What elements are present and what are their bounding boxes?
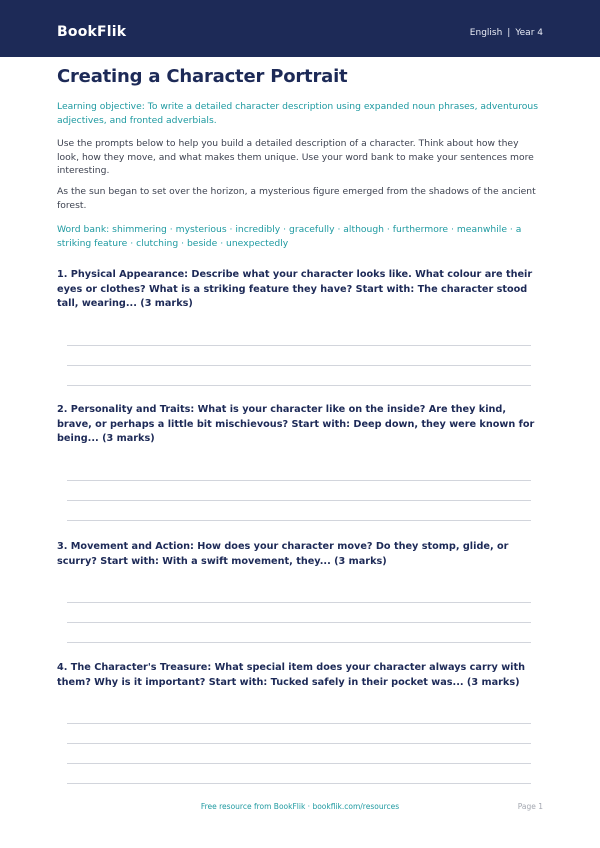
answer-line[interactable] [67,500,531,501]
question-2: 2. Personality and Traits: What is your character like on the inside? Are they kind, brave, or perhaps a little bit mischievous? Start with: Deep down, they were known for being... (3 marks) [57,404,535,444]
answer-line[interactable] [67,763,531,764]
word-bank: Word bank: shimmering · mysterious · incredibly · gracefully · although · furthermore · meanwhile · a striking feature · clutching · beside · unexpectedly [57,224,522,249]
year-label: Year 4 [515,28,543,38]
header-separator: | [507,28,511,38]
page-title: Creating a Character Portrait [57,66,348,87]
answer-line[interactable] [67,602,531,603]
answer-line[interactable] [67,783,531,784]
answer-line[interactable] [67,385,531,386]
answer-line[interactable] [67,642,531,643]
answer-line[interactable] [67,480,531,481]
answer-line[interactable] [67,365,531,366]
answer-line[interactable] [67,723,531,724]
answer-line[interactable] [67,520,531,521]
page-header [0,0,600,57]
learning-objective: Learning objective: To write a detailed character description using expanded noun phrases, adventurous adjectives, and fronted adverbials. [57,101,539,126]
story-opener: As the sun began to set over the horizon, a mysterious figure emerged from the shadows of the ancient forest. [57,186,536,211]
page-number: Page 1 [517,802,543,811]
answer-line[interactable] [67,743,531,744]
answer-line[interactable] [67,345,531,346]
instructions-text: Use the prompts below to help you build a detailed description of a character. Think about how they look, how they move, and what makes them unique. Use your word bank to make your sentences more interesting. [57,138,534,176]
subject-label: English [469,28,503,38]
answer-line[interactable] [67,622,531,623]
subject-year-label [470,28,543,38]
question-1: 1. Physical Appearance: Describe what your character looks like. What colour are their eyes or clothes? What is a striking feature they have? Start with: The character stood tall, wearing... (3 marks) [57,269,533,309]
question-3: 3. Movement and Action: How does your character move? Do they stomp, glide, or scurry? Start with: With a swift movement, they... (3 marks) [57,541,509,567]
footer-credit: Free resource from BookFlik · bookflik.com/resources [200,802,400,811]
question-4: 4. The Character's Treasure: What special item does your character always carry with them? Why is it important? Start with: Tucked safely in their pocket was... (3 marks) [57,662,526,688]
brand-logo-text: BookFlik [57,24,127,40]
